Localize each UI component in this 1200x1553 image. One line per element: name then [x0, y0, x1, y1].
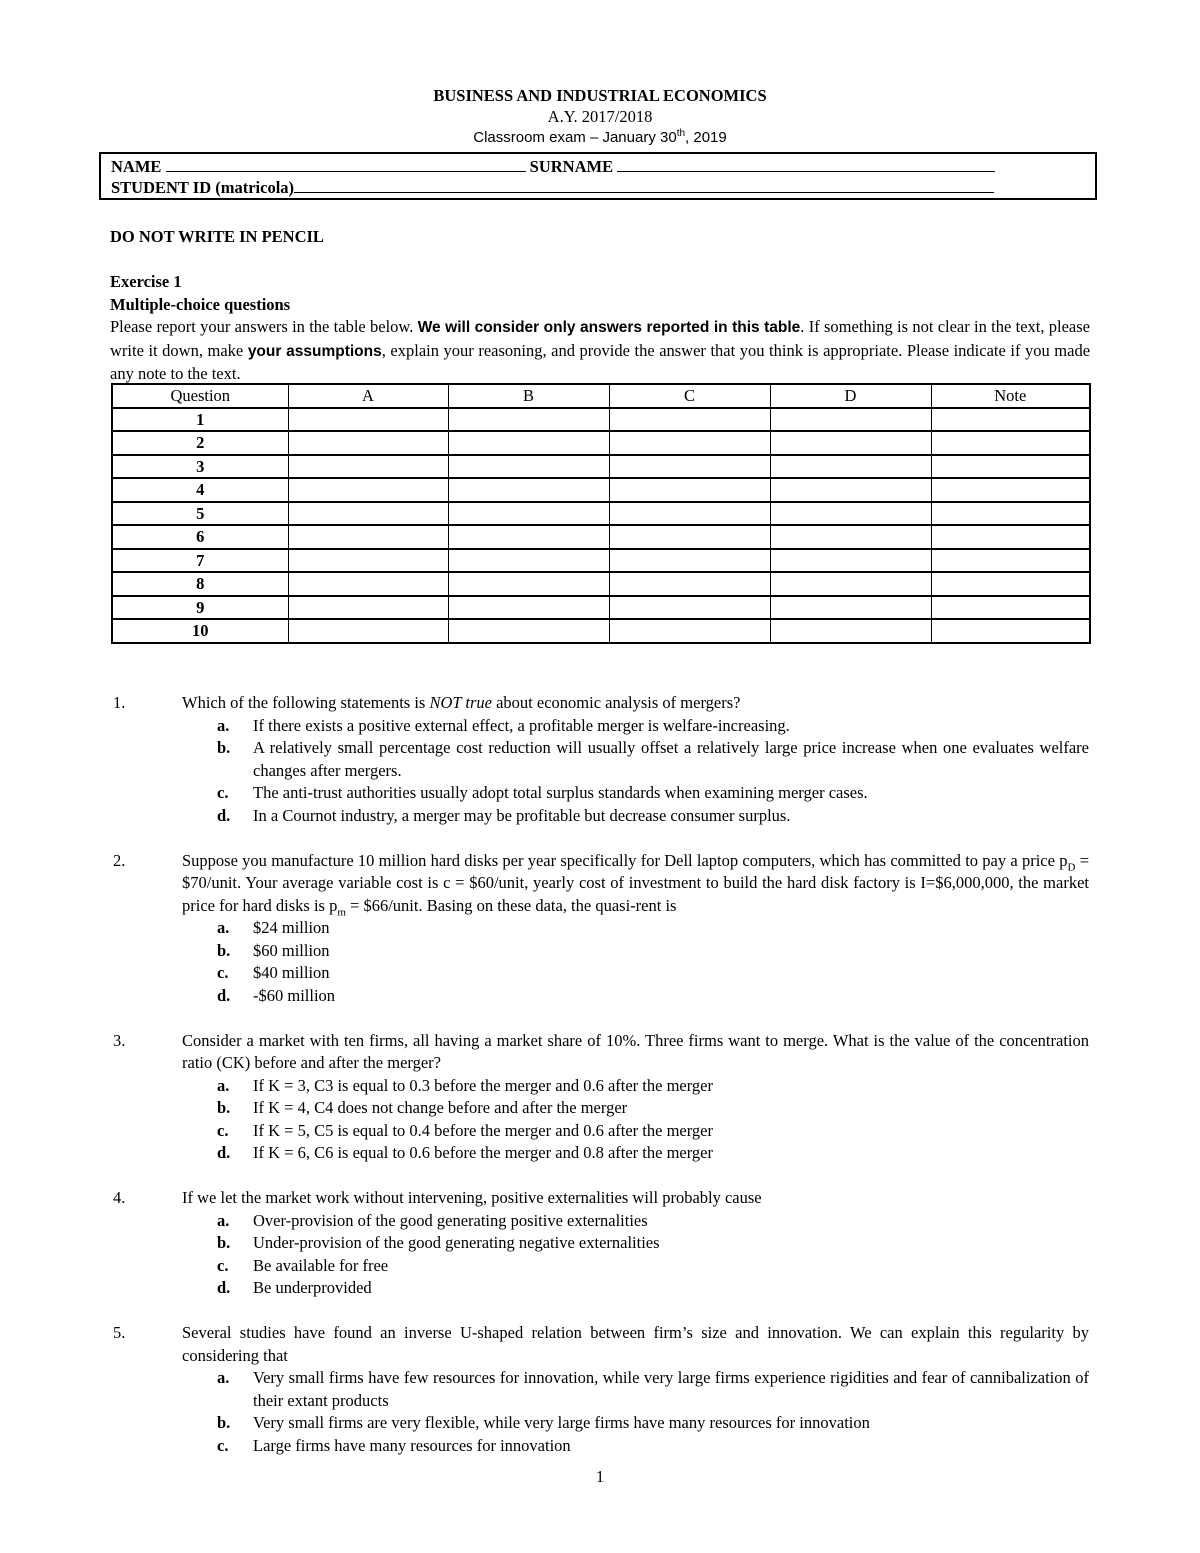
- option-c: [182, 782, 1089, 805]
- option-c: [182, 1120, 1089, 1143]
- answer-row-number: 1: [112, 408, 288, 432]
- option-text: Over-provision of the good generating positive externalities: [253, 1210, 648, 1230]
- option-a: [182, 1367, 1089, 1412]
- option-b: [182, 1097, 1089, 1120]
- question-stem: Which of the following statements is NOT true about economic analysis of mergers?: [182, 693, 741, 712]
- option-d: [182, 1142, 1089, 1165]
- question-4: [0, 1187, 1200, 1300]
- answer-row: [112, 596, 1090, 620]
- question-2: [0, 850, 1200, 1008]
- answer-cell[interactable]: [931, 431, 1090, 455]
- answer-cell[interactable]: [609, 596, 770, 620]
- question-stem: If we let the market work without intervening, positive externalities will probably cause: [182, 1188, 762, 1207]
- option-a: [182, 715, 1089, 738]
- option-c: [182, 1255, 1089, 1278]
- answer-cell[interactable]: [448, 596, 609, 620]
- answer-row-number: 7: [112, 549, 288, 573]
- answer-row-number: 10: [112, 619, 288, 643]
- option-b: [182, 1232, 1089, 1255]
- option-text: A relatively small percentage cost reduction will usually offset a relatively large price increase when one evaluates welfare changes after mergers.: [253, 738, 1089, 780]
- answer-cell[interactable]: [770, 549, 931, 573]
- exercise-subtitle: Multiple-choice questions: [110, 294, 291, 314]
- option-letter: d.: [217, 1278, 231, 1297]
- option-c: [182, 1435, 1089, 1458]
- answer-table: [111, 383, 1091, 644]
- answer-cell[interactable]: [448, 408, 609, 432]
- answer-cell[interactable]: [609, 549, 770, 573]
- answer-cell[interactable]: [448, 455, 609, 479]
- answer-table-header-4: D: [770, 384, 931, 408]
- exercise-heading: [110, 271, 290, 316]
- answer-row-number: 6: [112, 525, 288, 549]
- answer-cell[interactable]: [931, 549, 1090, 573]
- option-letter: b.: [217, 1098, 231, 1117]
- answer-cell[interactable]: [770, 455, 931, 479]
- answer-cell[interactable]: [288, 455, 448, 479]
- question-stem: Consider a market with ten firms, all having a market share of 10%. Three firms want to merge. What is the value of the concentration ratio (CK) before and after the merger?: [182, 1030, 1089, 1072]
- answer-cell[interactable]: [770, 408, 931, 432]
- answer-table-header-5: Note: [931, 384, 1090, 408]
- answer-cell[interactable]: [931, 619, 1090, 643]
- question-number: 1.: [113, 693, 126, 712]
- pencil-warning: DO NOT WRITE IN PENCIL: [110, 227, 324, 246]
- option-text: $40 million: [253, 963, 330, 982]
- academic-year: A.Y. 2017/2018: [547, 107, 653, 126]
- option-text: If K = 6, C6 is equal to 0.6 before the merger and 0.8 after the merger: [253, 1143, 714, 1162]
- answer-cell[interactable]: [931, 478, 1090, 502]
- answer-cell[interactable]: [448, 502, 609, 526]
- answer-cell[interactable]: [448, 431, 609, 455]
- exercise-instructions: Please report your answers in the table below. We will consider only answers reported in this table. If something is not clear in the text, please write it down, make your assumptions, explain your reasoning, and provide the answer that you think is appropriate. Please indicate if you made any note to the text.: [110, 317, 1091, 383]
- option-text: Large firms have many resources for innovation: [253, 1435, 571, 1455]
- student-id-label: STUDENT ID (matricola): [111, 178, 295, 197]
- exam-header: [0, 85, 1200, 148]
- option-d: [182, 805, 1089, 828]
- answer-cell[interactable]: [288, 619, 448, 643]
- question-number: 4.: [113, 1188, 126, 1207]
- answer-cell[interactable]: [448, 549, 609, 573]
- option-letter: a.: [217, 1210, 230, 1230]
- answer-cell[interactable]: [770, 619, 931, 643]
- option-text: If K = 3, C3 is equal to 0.3 before the merger and 0.6 after the merger: [253, 1075, 714, 1095]
- option-letter: b.: [217, 738, 231, 757]
- answer-cell[interactable]: [609, 478, 770, 502]
- option-letter: a.: [217, 1368, 230, 1387]
- option-a: [182, 917, 1089, 940]
- option-text: Be underprovided: [253, 1278, 372, 1297]
- answer-cell[interactable]: [770, 431, 931, 455]
- answer-cell[interactable]: [288, 549, 448, 573]
- answer-table-header-1: A: [288, 384, 448, 408]
- question-list: [0, 692, 1200, 1480]
- answer-row-number: 5: [112, 502, 288, 526]
- answer-row: [112, 619, 1090, 643]
- option-text: Very small firms are very flexible, while very large firms have many resources for innovation: [253, 1413, 870, 1432]
- student-id-field[interactable]: [294, 177, 994, 193]
- option-b: [182, 940, 1089, 963]
- answer-cell[interactable]: [288, 502, 448, 526]
- answer-cell[interactable]: [448, 619, 609, 643]
- option-text: Under-provision of the good generating negative externalities: [253, 1233, 660, 1252]
- answer-cell[interactable]: [288, 431, 448, 455]
- answer-row-number: 8: [112, 572, 288, 596]
- answer-cell[interactable]: [770, 596, 931, 620]
- option-text: Be available for free: [253, 1255, 389, 1275]
- option-text: -$60 million: [253, 985, 336, 1005]
- answer-cell[interactable]: [931, 596, 1090, 620]
- option-b: [182, 1412, 1089, 1435]
- answer-cell[interactable]: [288, 408, 448, 432]
- answer-cell[interactable]: [288, 572, 448, 596]
- option-text: In a Cournot industry, a merger may be profitable but decrease consumer surplus.: [253, 805, 791, 825]
- option-letter: c.: [217, 783, 229, 802]
- answer-cell[interactable]: [931, 525, 1090, 549]
- option-letter: c.: [217, 1255, 229, 1275]
- option-c: [182, 962, 1089, 985]
- answer-row-number: 4: [112, 478, 288, 502]
- answer-cell[interactable]: [770, 572, 931, 596]
- answer-table-header: [112, 384, 1090, 408]
- option-text: The anti-trust authorities usually adopt total surplus standards when examining merger cases.: [253, 783, 868, 802]
- option-d: [182, 985, 1089, 1008]
- answer-cell[interactable]: [609, 431, 770, 455]
- option-b: [182, 737, 1089, 782]
- option-a: [182, 1075, 1089, 1098]
- course-title: BUSINESS AND INDUSTRIAL ECONOMICS: [433, 86, 767, 105]
- answer-row: [112, 455, 1090, 479]
- option-a: [182, 1210, 1089, 1233]
- option-letter: d.: [217, 805, 231, 825]
- answer-cell[interactable]: [931, 572, 1090, 596]
- answer-cell[interactable]: [609, 502, 770, 526]
- question-1: [0, 692, 1200, 827]
- option-letter: b.: [217, 1413, 231, 1432]
- option-text: If there exists a positive external effect, a profitable merger is welfare-increasing.: [253, 715, 790, 735]
- answer-cell[interactable]: [931, 502, 1090, 526]
- page-number: 1: [595, 1467, 605, 1486]
- answer-row-number: 3: [112, 455, 288, 479]
- answer-cell[interactable]: [288, 525, 448, 549]
- answer-cell[interactable]: [288, 478, 448, 502]
- answer-cell[interactable]: [609, 619, 770, 643]
- option-letter: a.: [217, 918, 230, 937]
- answer-cell[interactable]: [770, 478, 931, 502]
- answer-row-number: 2: [112, 431, 288, 455]
- answer-cell[interactable]: [770, 525, 931, 549]
- option-letter: c.: [217, 1120, 229, 1140]
- option-text: If K = 5, C5 is equal to 0.4 before the merger and 0.6 after the merger: [253, 1120, 714, 1140]
- exam-date: Classroom exam – January 30th, 2019: [473, 128, 727, 146]
- answer-cell[interactable]: [770, 502, 931, 526]
- answer-table-header-0: Question: [112, 384, 288, 408]
- option-letter: b.: [217, 1233, 231, 1252]
- option-letter: b.: [217, 940, 231, 960]
- option-d: [182, 1277, 1089, 1300]
- option-text: $60 million: [253, 940, 330, 960]
- surname-label: SURNAME: [529, 157, 614, 176]
- answer-cell[interactable]: [288, 596, 448, 620]
- answer-row: [112, 525, 1090, 549]
- option-text: $24 million: [253, 918, 330, 937]
- option-text: Very small firms have few resources for innovation, while very large firms experience rigidities and fear of cannibalization of their extant products: [253, 1368, 1089, 1410]
- question-stem: Several studies have found an inverse U-shaped relation between firm’s size and innovation. We can explain this regularity by considering that: [182, 1323, 1089, 1365]
- answer-cell[interactable]: [609, 525, 770, 549]
- question-5: [0, 1322, 1200, 1457]
- answer-row: [112, 408, 1090, 432]
- answer-cell[interactable]: [609, 572, 770, 596]
- answer-table-header-2: B: [448, 384, 609, 408]
- answer-row: [112, 572, 1090, 596]
- answer-cell[interactable]: [931, 408, 1090, 432]
- option-letter: c.: [217, 963, 229, 982]
- student-info-box: [99, 152, 1097, 200]
- option-text: If K = 4, C4 does not change before and after the merger: [253, 1098, 628, 1117]
- answer-row: [112, 502, 1090, 526]
- question-number: 3.: [113, 1030, 126, 1050]
- answer-row-number: 9: [112, 596, 288, 620]
- option-letter: a.: [217, 715, 230, 735]
- option-letter: d.: [217, 1143, 231, 1162]
- answer-row: [112, 478, 1090, 502]
- answer-row: [112, 431, 1090, 455]
- option-letter: d.: [217, 985, 231, 1005]
- answer-table-header-3: C: [609, 384, 770, 408]
- answer-cell[interactable]: [931, 455, 1090, 479]
- option-letter: a.: [217, 1075, 230, 1095]
- answer-row: [112, 549, 1090, 573]
- question-number: 5.: [113, 1323, 126, 1342]
- answer-cell[interactable]: [609, 408, 770, 432]
- option-letter: c.: [217, 1435, 229, 1455]
- exercise-title: Exercise 1: [110, 272, 182, 291]
- answer-cell[interactable]: [448, 478, 609, 502]
- name-label: NAME: [111, 157, 162, 176]
- question-3: [0, 1030, 1200, 1165]
- answer-cell[interactable]: [609, 455, 770, 479]
- question-number: 2.: [113, 850, 126, 870]
- name-field[interactable]: [166, 156, 526, 172]
- question-stem: Suppose you manufacture 10 million hard disks per year specifically for Dell laptop computers, which has committed to pay a price $p_D$ = $70/unit. Your average variable cost is c = $60/unit, yearly cost of investment to build the hard disk factory is I=$6,000,000, the market price for hard disks is $p_m$ = $66/unit. Basing on these data, the quasi-rent is: [182, 850, 1089, 918]
- answer-cell[interactable]: [448, 525, 609, 549]
- surname-field[interactable]: [617, 156, 995, 172]
- answer-cell[interactable]: [448, 572, 609, 596]
